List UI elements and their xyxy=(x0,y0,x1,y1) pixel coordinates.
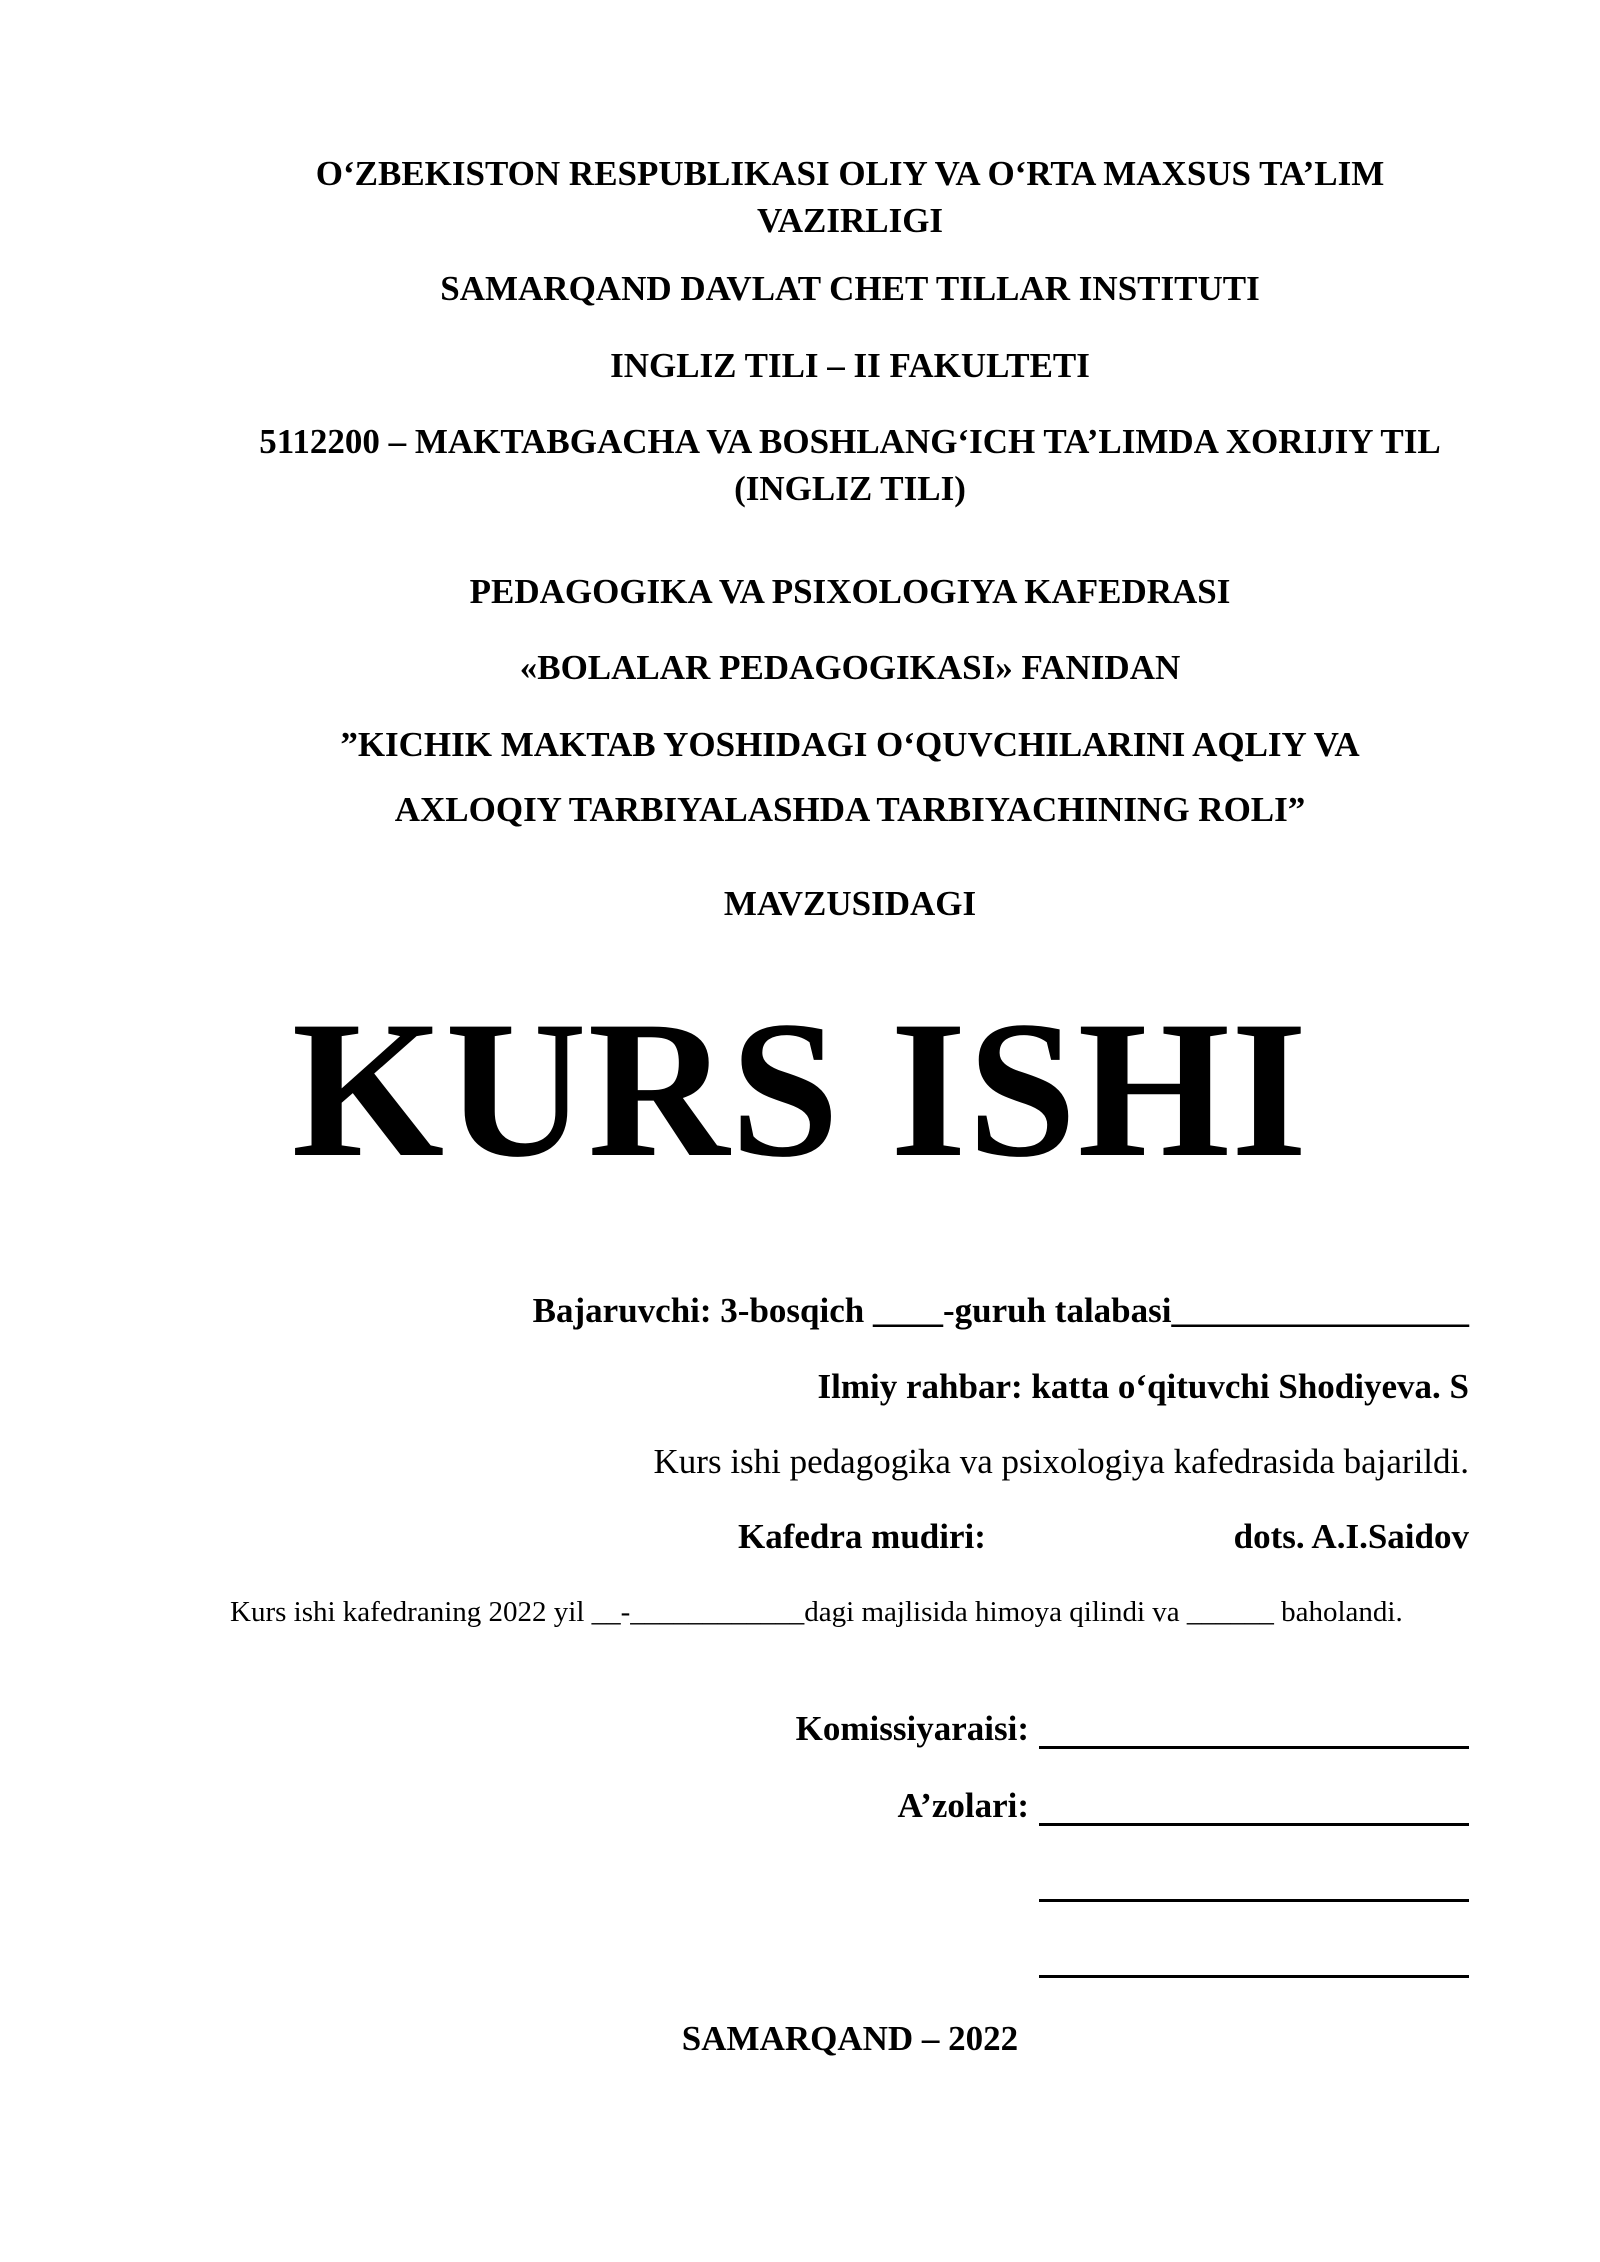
commission-chair-label: Komissiyaraisi: xyxy=(795,1709,1029,1748)
member-line-1 xyxy=(1039,1823,1469,1826)
defense-note: Kurs ishi kafedraning 2022 yil __-____________dagi majlisida himoya qilindi va ______ baholandi. xyxy=(230,1596,1403,1628)
performer-line: Bajaruvchi: 3-bosqich ____-guruh talabasi_________________ xyxy=(532,1291,1469,1330)
document-title: KURS ISHI xyxy=(291,981,1309,1198)
supervisor-line: Ilmiy rahbar: katta o‘qituvchi Shodiyeva. S xyxy=(817,1367,1469,1406)
city-year: SAMARQAND – 2022 xyxy=(681,2019,1019,2058)
department-heading: PEDAGOGIKA VA PSIXOLOGIYA KAFEDRASI xyxy=(469,572,1231,611)
ministry-heading: O‘ZBEKISTON RESPUBLIKASI OLIY VA O‘RTA MAXSUS TA’LIM VAZIRLIGI xyxy=(315,154,1385,240)
department-head-label: Kafedra mudiri: xyxy=(738,1517,986,1556)
subject-heading: «BOLALAR PEDAGOGIKASI» FANIDAN xyxy=(519,648,1181,687)
member-line-2 xyxy=(1039,1899,1469,1902)
topic-line-2: AXLOQIY TARBIYALASHDA TARBIYACHINING ROLI” xyxy=(394,790,1306,829)
specialty-heading: 5112200 – MAKTABGACHA VA BOSHLANG‘ICH TA’LIMDA XORIJIY TIL (INGLIZ TILI) xyxy=(259,422,1441,508)
commission-chair-line xyxy=(1039,1746,1469,1749)
faculty-heading: INGLIZ TILI – II FAKULTETI xyxy=(610,346,1090,385)
member-line-3 xyxy=(1039,1975,1469,1978)
members-label: A’zolari: xyxy=(897,1786,1029,1825)
completed-note: Kurs ishi pedagogika va psixologiya kafedrasida bajarildi. xyxy=(653,1442,1469,1481)
topic-line-1: ”KICHIK MAKTAB YOSHIDAGI O‘QUVCHILARINI AQLIY VA xyxy=(340,725,1360,764)
topic-suffix: MAVZUSIDAGI xyxy=(723,884,977,923)
department-head-name: dots. A.I.Saidov xyxy=(1233,1517,1469,1556)
institute-heading: SAMARQAND DAVLAT CHET TILLAR INSTITUTI xyxy=(440,269,1260,308)
